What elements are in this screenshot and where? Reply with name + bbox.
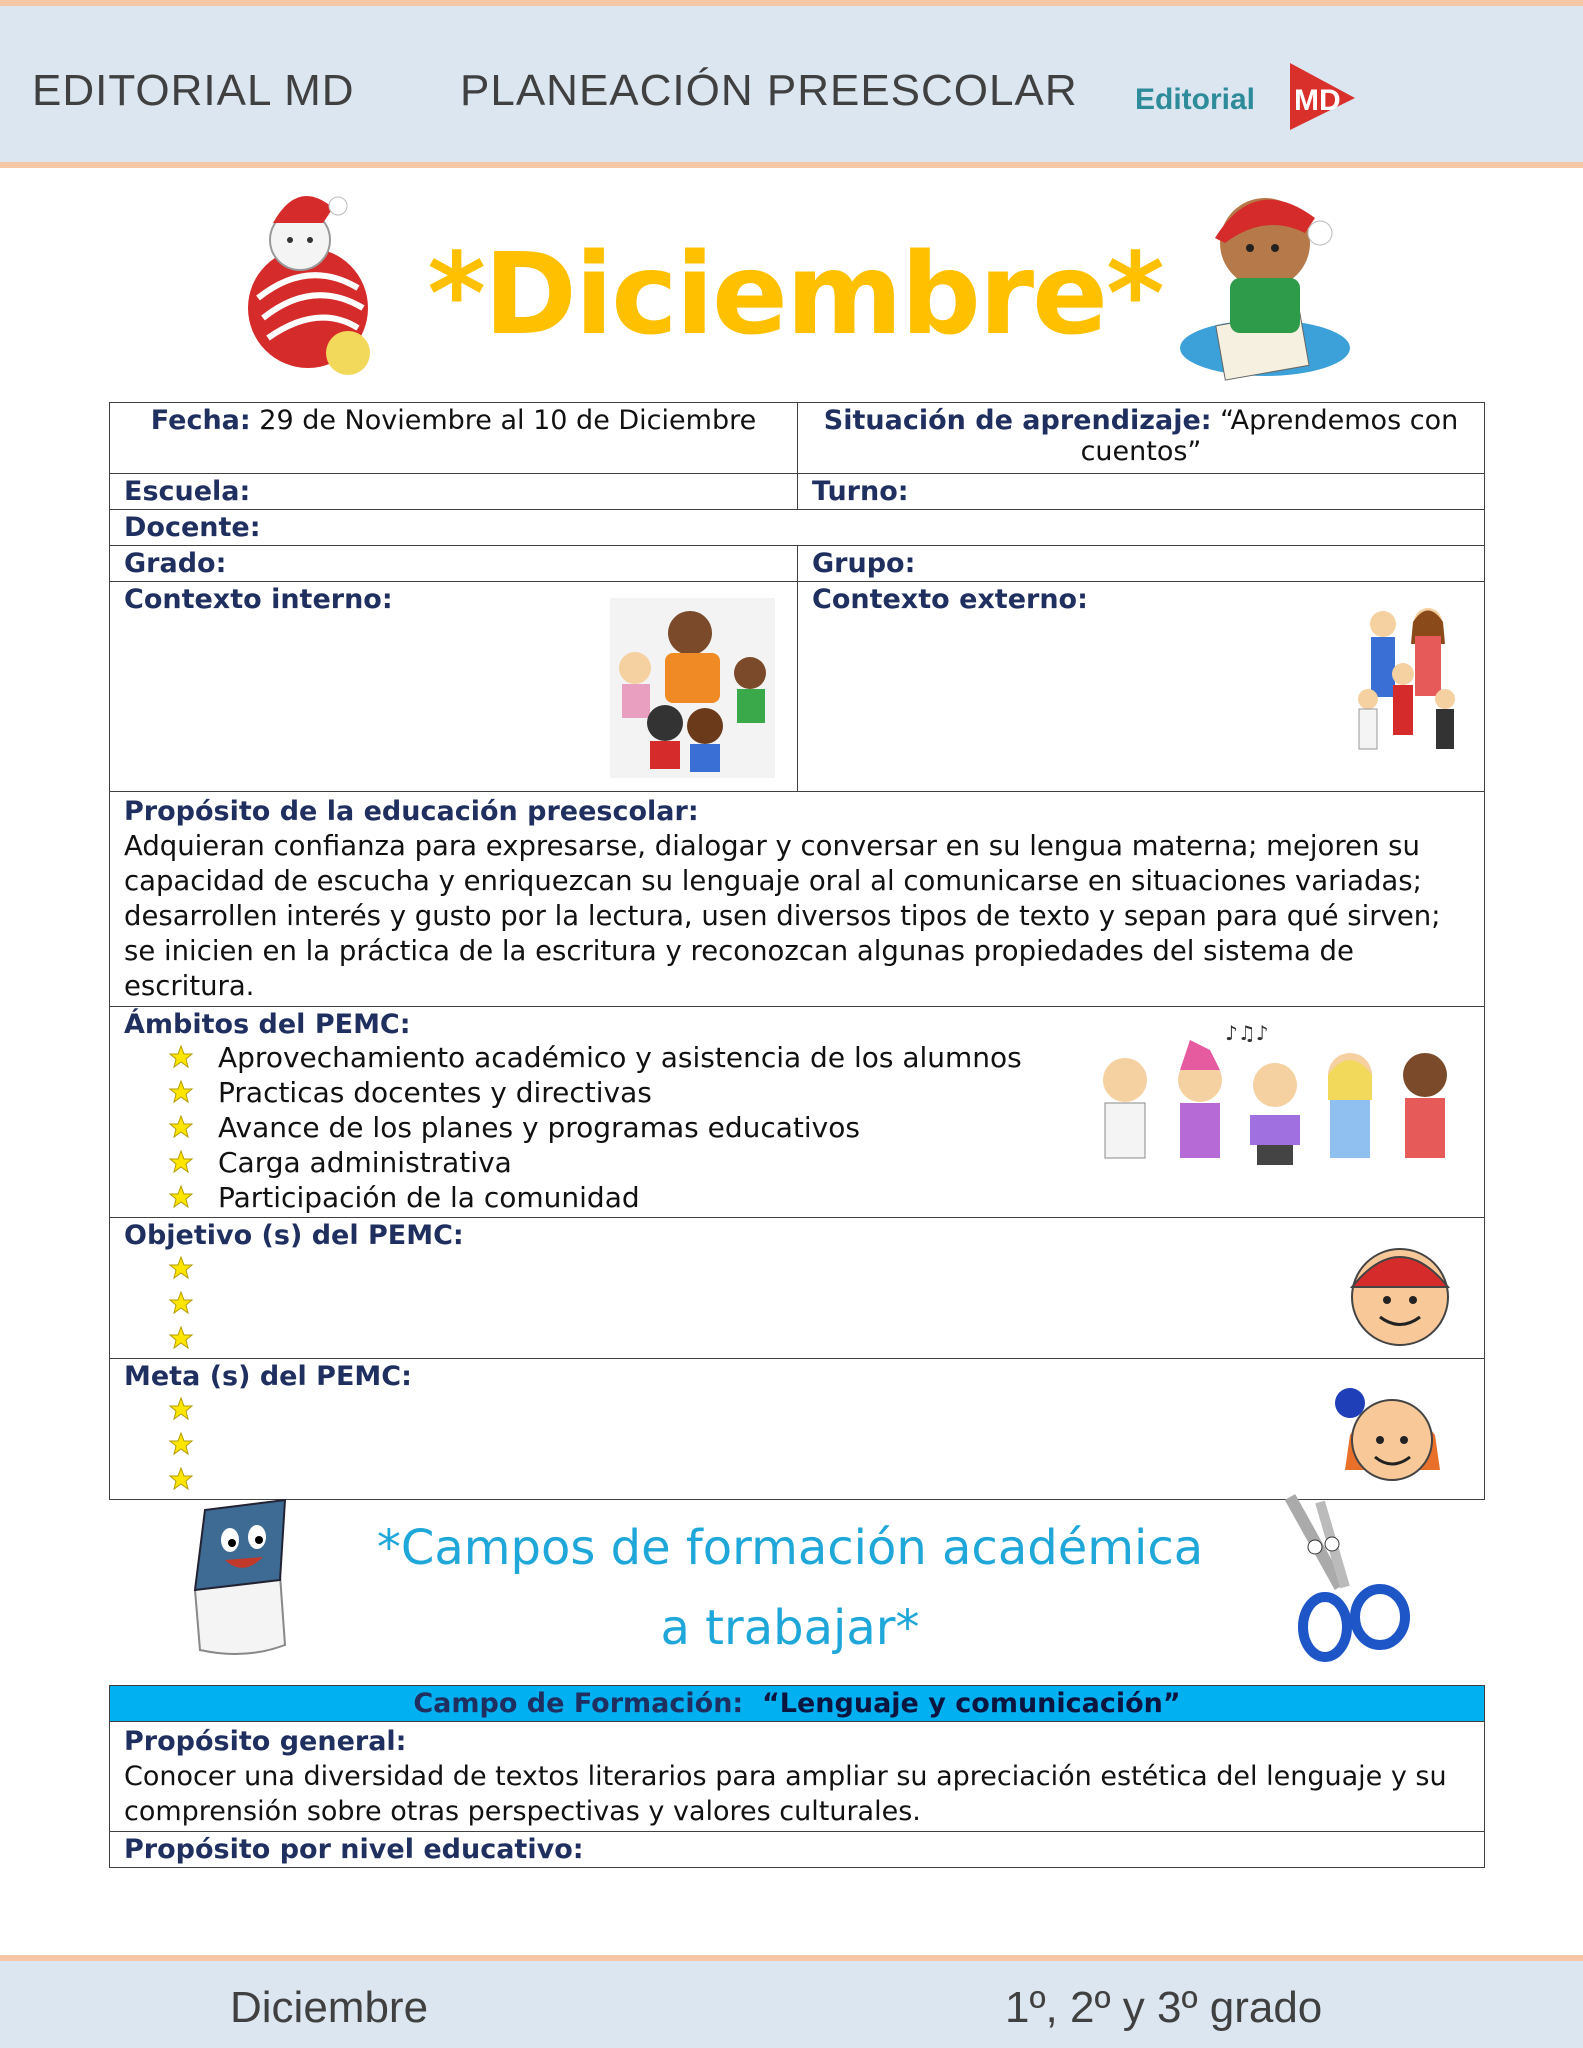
star-bullet-icon <box>168 1290 194 1316</box>
turno-label: Turno: <box>798 474 1485 510</box>
teacher-reading-to-children-icon <box>610 598 775 778</box>
proposito-nivel-label: Propósito por nivel educativo: <box>110 1832 1485 1868</box>
header-left-title: EDITORIAL MD <box>32 66 355 115</box>
campo-label: Campo de Formación: <box>413 1688 744 1719</box>
ambitos-label: Ámbitos del PEMC: <box>124 1009 411 1040</box>
svg-text:♪♫♪: ♪♫♪ <box>1225 1025 1269 1045</box>
footer-month: Diciembre <box>230 1983 429 2032</box>
objetivos-label: Objetivo (s) del PEMC: <box>124 1220 464 1251</box>
list-item <box>168 1427 1470 1462</box>
star-bullet-icon <box>168 1396 194 1422</box>
list-item <box>168 1286 1470 1321</box>
fecha-cell <box>110 403 798 474</box>
ambito-text: Avance de los planes y programas educativos <box>218 1111 860 1144</box>
docente-label: Docente: <box>110 510 1485 546</box>
contexto-interno-cell <box>110 582 798 792</box>
situacion-label: Situación de aprendizaje: <box>823 405 1212 436</box>
family-icon <box>1353 604 1463 764</box>
star-bullet-icon <box>168 1079 194 1105</box>
month-title: *Diciembre* <box>427 230 1163 360</box>
list-item <box>168 1392 1470 1427</box>
logo-mark-icon <box>1280 58 1360 133</box>
situacion-cell <box>798 403 1485 474</box>
situacion-value: “Aprendemos con cuentos” <box>1080 405 1459 467</box>
ambitos-cell <box>110 1007 1485 1218</box>
contexto-externo-label: Contexto externo: <box>812 584 1088 615</box>
logo-text: Editorial <box>1135 83 1256 116</box>
proposito-text: Adquieran confianza para expresarse, dialogar y conversar en su lengua materna; mejoren su capacidad de escucha y enriquezcan su lenguaje oral al comunicarse en situaciones variadas; desarrollen interés y gusto por la lectura, usen diversos tipos de texto y sepan para qué sirven; se inicien en la práctica de la escritura y reconozcan algunas propiedades del sistema de escritura. <box>124 830 1441 1002</box>
metas-label: Meta (s) del PEMC: <box>124 1361 412 1392</box>
star-bullet-icon <box>168 1466 194 1492</box>
proposito-label: Propósito de la educación preescolar: <box>124 796 699 827</box>
proposito-general-label: Propósito general: <box>124 1726 407 1757</box>
christmas-bear-ornament-icon <box>238 178 378 378</box>
boy-red-cap-icon <box>1335 1232 1465 1347</box>
section-title-line1: *Campos de formación académica <box>376 1520 1204 1576</box>
eraser-character-icon <box>185 1495 300 1660</box>
proposito-cell <box>110 792 1485 1007</box>
contexto-externo-cell <box>798 582 1485 792</box>
metas-list <box>124 1392 1470 1497</box>
ambito-text: Aprovechamiento académico y asistencia de los alumnos <box>218 1041 1022 1074</box>
objetivos-list <box>124 1251 1470 1356</box>
objetivos-cell <box>110 1218 1485 1359</box>
list-item <box>168 1251 1470 1286</box>
section-title-line2: a trabajar* <box>660 1600 920 1656</box>
star-bullet-icon <box>168 1149 194 1175</box>
page-footer <box>0 1955 1583 2048</box>
star-bullet-icon <box>168 1431 194 1457</box>
ambito-text: Practicas docentes y directivas <box>218 1076 652 1109</box>
page-header <box>0 0 1583 168</box>
campo-value: “Lenguaje y comunicación” <box>762 1688 1181 1719</box>
ambito-text: Carga administrativa <box>218 1146 512 1179</box>
campo-table <box>109 1685 1485 1868</box>
grupo-label: Grupo: <box>798 546 1485 582</box>
star-bullet-icon <box>168 1184 194 1210</box>
fecha-label: Fecha: <box>150 405 251 436</box>
children-group-illustration-icon <box>1085 1025 1465 1185</box>
star-bullet-icon <box>168 1044 194 1070</box>
fecha-value: 29 de Noviembre al 10 de Diciembre <box>250 405 757 436</box>
plan-table <box>109 402 1485 1500</box>
logo-mark-text: MD <box>1294 84 1341 117</box>
scissors-character-icon <box>1270 1492 1420 1667</box>
proposito-general-text: Conocer una diversidad de textos literarios para ampliar su apreciación estética del lenguaje y su comprensión sobre otras perspectivas y valores culturales. <box>124 1761 1447 1827</box>
girl-flower-icon <box>1320 1375 1460 1490</box>
header-center-title: PLANEACIÓN PREESCOLAR <box>460 66 1078 115</box>
escuela-label: Escuela: <box>110 474 798 510</box>
child-writing-letter-icon <box>1175 178 1355 388</box>
list-item <box>168 1321 1470 1356</box>
campo-header-cell <box>110 1686 1485 1722</box>
editorial-md-logo <box>1135 58 1365 138</box>
ambito-text: Participación de la comunidad <box>218 1181 640 1214</box>
proposito-general-cell <box>110 1722 1485 1832</box>
metas-cell <box>110 1359 1485 1500</box>
grado-label: Grado: <box>110 546 798 582</box>
star-bullet-icon <box>168 1255 194 1281</box>
contexto-interno-label: Contexto interno: <box>124 584 393 615</box>
list-item <box>168 1180 1470 1215</box>
footer-grades: 1º, 2º y 3º grado <box>1005 1983 1323 2032</box>
star-bullet-icon <box>168 1325 194 1351</box>
star-bullet-icon <box>168 1114 194 1140</box>
